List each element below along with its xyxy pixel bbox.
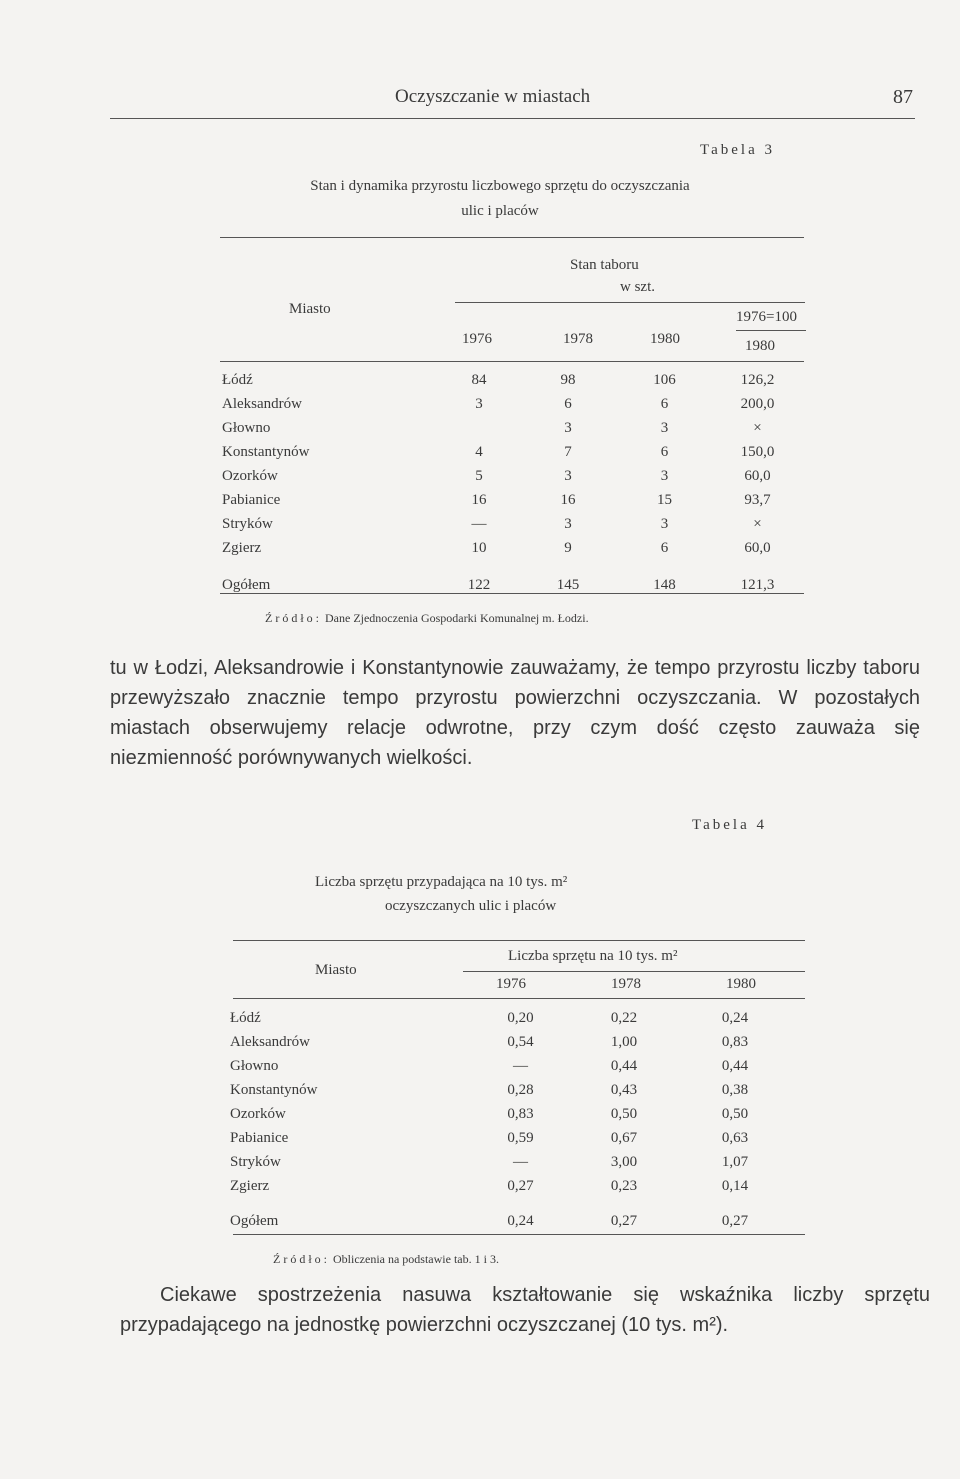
table-row [222,368,804,392]
body-paragraph-1: tu w Łodzi, Aleksandrowie i Konstantynowie zauważamy, że tempo przyrostu liczby taboru przewyższało znacznie tempo przyrostu powierzchni oczyszczania. W pozostałych miastach obserwujemy relacje odwrotne, przy czym dość często zauważa się niezmienność porównywanych wielkości. [110,657,920,769]
table4-col-city: Miasto [315,962,357,978]
table4-header-rule [233,998,805,999]
value-cell: 3 [564,419,572,436]
value-cell: 16 [471,491,487,508]
value-cell: 4 [475,443,483,460]
city-cell: Łódź [230,1009,261,1026]
value-cell: 0,27 [507,1177,534,1194]
value-cell: 106 [653,371,676,388]
value-cell: 0,63 [721,1129,749,1146]
table-row [230,1126,790,1150]
city-cell: Łódź [222,371,253,388]
city-cell: Głowno [222,419,271,436]
table3-index-fraction-rule [736,330,806,331]
header-rule [110,118,915,119]
city-cell: Ogółem [222,577,271,593]
value-cell: 84 [471,371,487,388]
city-cell: Ogółem [230,1213,279,1229]
table4-year-1978: 1978 [611,976,641,992]
index-cell: 126,2 [740,371,775,388]
index-cell: × [753,419,762,436]
value-cell: 1,00 [610,1033,638,1050]
page-number: 87 [893,86,913,108]
table3-total-row [222,560,804,594]
index-cell: 60,0 [744,539,771,556]
value-cell: 7 [564,443,572,460]
table4-top-rule [233,940,805,941]
index-cell: 121,3 [740,577,775,593]
table3-index-denominator: 1980 [745,338,775,354]
table3-source [265,611,589,626]
city-cell: Aleksandrów [230,1033,310,1050]
table3-year-1978: 1978 [563,331,593,347]
city-cell: Aleksandrów [222,395,302,412]
value-cell: 0,44 [721,1057,749,1074]
value-cell: 6 [564,395,572,412]
table4-source [273,1252,499,1267]
value-cell: 145 [556,577,580,593]
table4-bottom-rule [233,1234,805,1235]
table4-source-label: Źródło: [273,1252,330,1266]
value-cell: — [513,1153,528,1170]
city-cell: Konstantynów [230,1081,318,1098]
value-cell: 6 [660,395,669,412]
value-cell: 5 [475,467,483,484]
city-cell: Zgierz [230,1177,270,1194]
city-cell: Pabianice [230,1129,289,1146]
value-cell: 16 [560,491,576,508]
table4-group-header: Liczba sprzętu na 10 tys. m² [508,948,678,964]
index-cell: × [753,515,762,532]
index-cell: 60,0 [744,467,771,484]
value-cell: 3 [564,467,572,484]
table4-year-1980: 1980 [726,976,756,992]
value-cell: — [513,1057,528,1074]
value-cell: 0,14 [721,1177,749,1194]
table-row [230,1174,790,1198]
table-row [230,1078,790,1102]
city-cell: Ozorków [230,1105,286,1122]
table3-top-rule [220,237,804,238]
table4-group-rule [463,971,805,972]
value-cell: 0,27 [721,1213,749,1229]
value-cell: 122 [467,577,491,593]
table3-year-1980: 1980 [650,331,680,347]
table-row [222,416,804,440]
table3-title-line1: Stan i dynamika przyrostu liczbowego sprzętu do oczyszczania [310,178,690,194]
table3-index-numerator: 1976=100 [736,309,797,325]
table-row [230,1006,790,1030]
running-header-title: Oczyszczanie w miastach [395,86,591,107]
table3 [222,368,804,594]
table4-title-line2: oczyszczanych ulic i placów [385,898,557,914]
value-cell: 10 [471,539,487,556]
value-cell: 0,54 [507,1033,534,1050]
table3-label: Tabela 3 [700,142,776,158]
city-cell: Głowno [230,1057,279,1074]
value-cell: 0,24 [721,1009,749,1026]
value-cell [440,416,518,440]
table-row [230,1030,790,1054]
table4 [230,1006,790,1230]
value-cell: 0,24 [507,1213,534,1229]
value-cell: 3,00 [610,1153,638,1170]
value-cell: 0,43 [610,1081,638,1098]
index-cell: 93,7 [744,491,771,508]
value-cell: 6 [660,443,669,460]
city-cell: Konstantynów [222,443,310,460]
value-cell: 0,59 [507,1129,534,1146]
city-cell: Pabianice [222,491,281,508]
value-cell: 0,20 [507,1009,534,1026]
city-cell: Ozorków [222,467,278,484]
value-cell: 0,67 [610,1129,638,1146]
value-cell: 6 [660,539,669,556]
value-cell: 3 [660,515,669,532]
city-cell: Stryków [230,1153,281,1170]
value-cell: 3 [660,419,669,436]
value-cell: 3 [475,395,483,412]
table3-source-text: Dane Zjednoczenia Gospodarki Komunalnej m. Łodzi. [325,611,589,625]
table4-total-row [230,1198,790,1230]
table3-col-city: Miasto [289,301,331,317]
table3-title-line2: ulic i placów [461,203,539,219]
table-row [222,392,804,416]
value-cell: 0,50 [721,1105,749,1122]
table4-title-line1: Liczba sprzętu przypadająca na 10 tys. m² [315,874,568,890]
city-cell: Stryków [222,515,273,532]
value-cell: 1,07 [721,1153,749,1170]
value-cell: 3 [564,515,572,532]
table3-year-1976: 1976 [462,331,492,347]
table4-label: Tabela 4 [692,817,768,833]
index-cell: 200,0 [740,395,775,412]
table-row [222,464,804,488]
value-cell: 0,83 [721,1033,749,1050]
value-cell: 3 [660,467,669,484]
table-row [222,488,804,512]
table3-group-header-line2: w szt. [620,279,655,295]
value-cell: 0,27 [610,1213,638,1229]
table-row [230,1102,790,1126]
table3-source-label: Źródło: [265,611,322,625]
value-cell: 0,22 [610,1009,638,1026]
value-cell: 15 [657,491,672,508]
value-cell: 0,50 [610,1105,638,1122]
value-cell: — [471,515,487,532]
table-row [222,440,804,464]
value-cell: 0,38 [721,1081,749,1098]
table3-bottom-rule [220,593,804,594]
table4-year-1976: 1976 [496,976,526,992]
table-row [222,536,804,560]
city-cell: Zgierz [222,539,262,556]
table4-source-text: Obliczenia na podstawie tab. 1 i 3. [333,1252,499,1266]
value-cell: 0,28 [507,1081,534,1098]
value-cell: 0,83 [507,1105,534,1122]
value-cell: 0,23 [610,1177,638,1194]
table-row [230,1150,790,1174]
value-cell: 9 [564,539,572,556]
value-cell: 0,44 [610,1057,638,1074]
table-row [222,512,804,536]
table-row [230,1054,790,1078]
value-cell: 148 [653,577,676,593]
table3-group-header-line1: Stan taboru [570,257,639,273]
index-cell: 150,0 [740,443,775,460]
value-cell: 98 [560,371,576,388]
table3-group-rule [455,302,805,303]
table3-header-rule [220,361,804,362]
body-paragraph-2: Ciekawe spostrzeżenia nasuwa kształtowanie się wskaźnika liczby sprzętu przypadającego na jednostkę powierzchni oczyszczanej (10 tys. m²). [120,1284,930,1336]
